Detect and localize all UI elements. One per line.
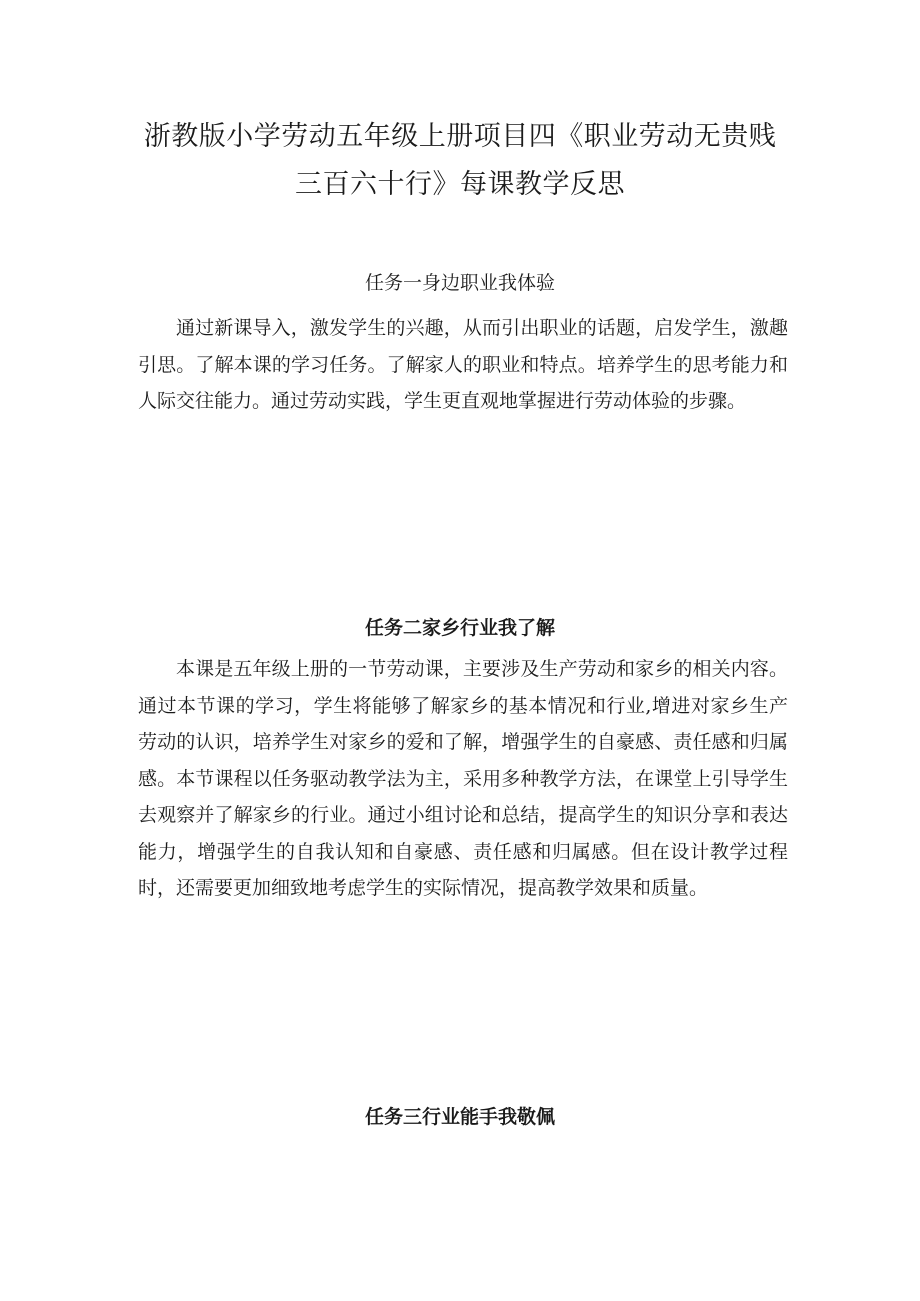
section-heading-task-3: 任务三行业能手我敬佩 xyxy=(364,1106,555,1128)
section-body-task-1: 通过新课导入，激发学生的兴趣，从而引出职业的话题，启发学生，激趣引思。了解本课的学习任务。了解家人的职业和特点。培养学生的思考能力和人际交往能力。通过劳动实践，学生更直观地掌握进行劳动体验的步骤。 xyxy=(138,317,788,412)
document-title-line-2: 三百六十行》每课教学反思 xyxy=(295,169,625,200)
document-title-line-1: 浙教版小学劳动五年级上册项目四《职业劳动无贵贱 xyxy=(143,121,777,152)
section-heading-task-1: 任务一身边职业我体验 xyxy=(364,272,555,294)
section-body-task-2: 本课是五年级上册的一节劳动课，主要涉及生产劳动和家乡的相关内容。通过本节课的学习，学生将能够了解家乡的基本情况和行业,增进对家乡生产劳动的认识，培养学生对家乡的爱和了解，增强学生的自豪感、责任感和归属感。本节课程以任务驱动教学法为主，采用多种教学方法，在课堂上引导学生去观察并了解家乡的行业。通过小组讨论和总结，提高学生的知识分享和表达能力，增强学生的自我认知和自豪感、责任感和归属感。但在设计教学过程时，还需要更加细致地考虑学生的实际情况，提高教学效果和质量。 xyxy=(138,658,788,899)
section-heading-task-2: 任务二家乡行业我了解 xyxy=(364,617,555,639)
